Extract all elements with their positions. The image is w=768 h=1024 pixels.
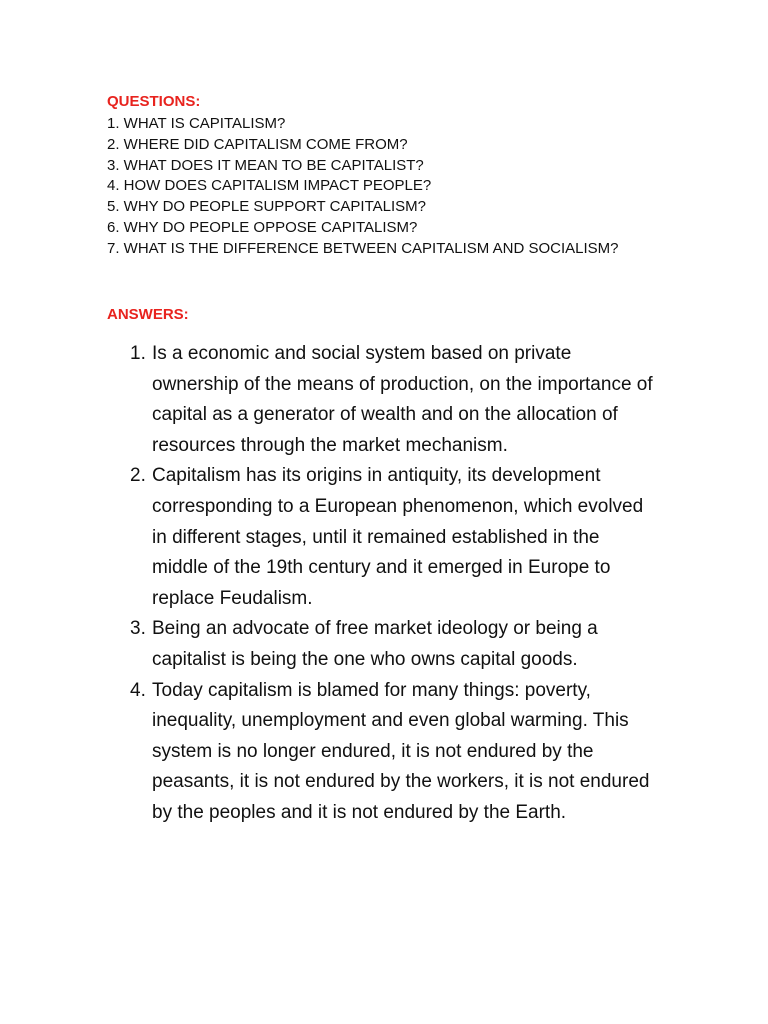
answers-list: [130, 339, 660, 829]
answer-number: 2.: [130, 465, 146, 487]
answer-number: 4.: [130, 679, 146, 701]
answer-number: 1.: [130, 343, 146, 364]
answer-text: Being an advocate of free market ideology or being a capitalist is being the one who owns capital goods.: [152, 618, 598, 670]
questions-heading: QUESTIONS:: [107, 93, 201, 110]
answer-item: [130, 676, 660, 829]
answer-text: Today capitalism is blamed for many things: poverty, inequality, unemployment and even global warming. This system is no longer endured, it is not endured by the peasants, it is not endured by the workers, it is not endured by the peoples and it is not endured by the Earth.: [152, 679, 650, 823]
answer-text: Is a economic and social system based on private ownership of the means of production, on the importance of capital as a generator of wealth and on the allocation of resources through the market mechanism.: [152, 343, 653, 456]
answer-item: [130, 614, 660, 675]
question-item: 7. WHAT IS THE DIFFERENCE BETWEEN CAPITALISM AND SOCIALISM?: [107, 239, 619, 257]
questions-list: [107, 114, 667, 260]
question-item: 3. WHAT DOES IT MEAN TO BE CAPITALIST?: [107, 156, 424, 174]
answer-item: [130, 461, 660, 614]
question-item: 5. WHY DO PEOPLE SUPPORT CAPITALISM?: [107, 198, 426, 216]
answer-number: 3.: [130, 618, 146, 640]
question-item: 2. WHERE DID CAPITALISM COME FROM?: [107, 135, 408, 153]
answer-text: Capitalism has its origins in antiquity, its development corresponding to a European phenomenon, which evolved in different stages, until it remained established in the middle of the 19th century and it emerged in Europe to replace Feudalism.: [152, 465, 644, 609]
answers-heading: ANSWERS:: [107, 306, 189, 323]
question-item: 6. WHY DO PEOPLE OPPOSE CAPITALISM?: [107, 218, 418, 236]
answer-item: [130, 339, 660, 461]
question-item: 4. HOW DOES CAPITALISM IMPACT PEOPLE?: [107, 177, 432, 195]
question-item: 1. WHAT IS CAPITALISM?: [107, 115, 286, 132]
